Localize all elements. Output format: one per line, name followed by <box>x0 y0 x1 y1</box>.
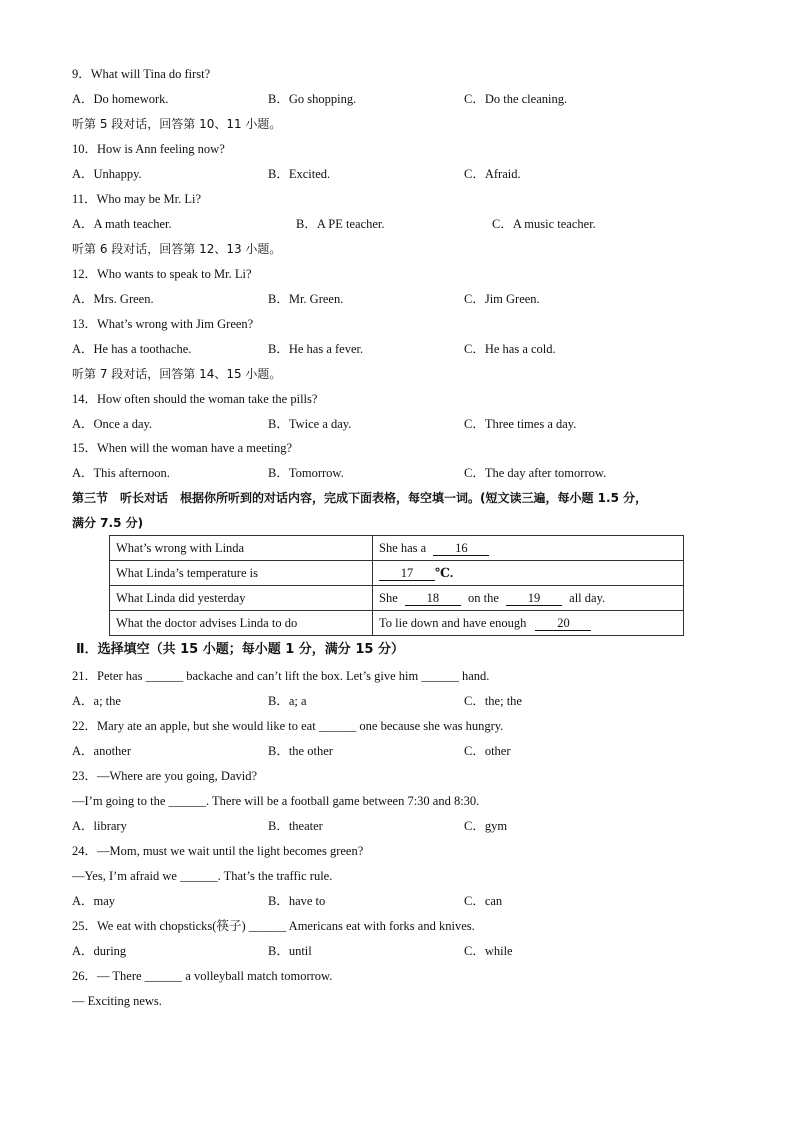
blank-20[interactable]: 20 <box>535 617 591 631</box>
q9-options <box>72 91 722 107</box>
q12-option-b[interactable]: B．Mr. Green. <box>268 292 344 306</box>
q25-option-a[interactable]: A．during <box>72 944 127 958</box>
q23-option-c[interactable]: C．gym <box>464 819 508 833</box>
q10-option-c[interactable]: C．Afraid. <box>464 167 521 181</box>
q12-options <box>72 291 722 307</box>
blank-17[interactable]: 17 <box>379 567 435 581</box>
answer-prefix: To lie down and have enough <box>379 615 527 630</box>
q13-options <box>72 341 722 357</box>
section-6-instruction: 听第 6 段对话，回答第 12、13 小题。 <box>72 242 282 256</box>
blank-19[interactable]: 19 <box>506 592 562 606</box>
q22-option-b[interactable]: B．the other <box>268 744 333 758</box>
q9-option-c[interactable]: C．Do the cleaning. <box>464 92 568 106</box>
q22-option-a[interactable]: A．another <box>72 744 132 758</box>
q12-stem: 12．Who wants to speak to Mr. Li? <box>72 267 252 281</box>
q23-stem: 23．—Where are you going, David? <box>72 769 258 783</box>
q24-stem: 24．—Mom, must we wait until the light becomes green? <box>72 844 364 858</box>
table-row <box>110 561 684 586</box>
q24-options <box>72 893 722 909</box>
q13-stem: 13．What’s wrong with Jim Green? <box>72 317 254 331</box>
q13-option-a[interactable]: A．He has a toothache. <box>72 342 192 356</box>
q14-options <box>72 416 722 432</box>
q24-option-b[interactable]: B．have to <box>268 894 326 908</box>
q26-reply: — Exciting news. <box>72 994 162 1008</box>
q21-options <box>72 693 722 709</box>
answer-prefix: She <box>379 590 398 605</box>
table-answer-cell <box>373 611 684 636</box>
q11-options <box>72 216 722 232</box>
q14-option-a[interactable]: A．Once a day. <box>72 417 153 431</box>
q26-stem: 26．— There ______ a volleyball match tomorrow. <box>72 969 333 983</box>
part2-title: Ⅱ．选择填空（共 15 小题；每小题 1 分，满分 15 分） <box>76 642 404 657</box>
q13-option-b[interactable]: B．He has a fever. <box>268 342 364 356</box>
q11-stem: 11．Who may be Mr. Li? <box>72 192 202 206</box>
q14-option-b[interactable]: B．Twice a day. <box>268 417 352 431</box>
answer-middle: on the <box>468 590 499 605</box>
q23-option-a[interactable]: A．library <box>72 819 127 833</box>
q25-stem: 25．We eat with chopsticks(筷子) ______ Americans eat with forks and knives. <box>72 919 475 933</box>
q12-option-c[interactable]: C．Jim Green. <box>464 292 540 306</box>
table-answer-cell <box>373 561 684 586</box>
q15-options <box>72 465 722 481</box>
q13-option-c[interactable]: C．He has a cold. <box>464 342 556 356</box>
answer-prefix: She has a <box>379 540 427 555</box>
q21-option-a[interactable]: A．a; the <box>72 694 121 708</box>
section-7-instruction: 听第 7 段对话，回答第 14、15 小题。 <box>72 367 282 381</box>
q14-stem: 14．How often should the woman take the pills? <box>72 392 318 406</box>
table-row <box>110 611 684 636</box>
q24-reply: —Yes, I’m afraid we ______. That’s the traffic rule. <box>72 869 333 883</box>
q21-option-c[interactable]: C．the; the <box>464 694 522 708</box>
table-question-cell: What’s wrong with Linda <box>110 536 373 561</box>
q22-stem: 22．Mary ate an apple, but she would like to eat ______ one because she was hungry. <box>72 719 504 733</box>
q24-option-a[interactable]: A．may <box>72 894 116 908</box>
q10-option-b[interactable]: B．Excited. <box>268 167 331 181</box>
q21-stem: 21．Peter has ______ backache and can’t lift the box. Let’s give him ______ hand. <box>72 669 490 683</box>
q9-option-a[interactable]: A．Do homework. <box>72 92 169 106</box>
q15-option-c[interactable]: C．The day after tomorrow. <box>464 466 607 480</box>
q25-option-c[interactable]: C．while <box>464 944 513 958</box>
q23-option-b[interactable]: B．theater <box>268 819 323 833</box>
q11-option-b[interactable]: B．A PE teacher. <box>296 217 385 231</box>
q24-option-c[interactable]: C．can <box>464 894 503 908</box>
part3-instruction-line1: 第三节 听长对话 根据你所听到的对话内容，完成下面表格，每空填一词。(短文读三遍，每小题 1.5 分， <box>72 491 648 505</box>
q10-stem: 10．How is Ann feeling now? <box>72 142 225 156</box>
q15-stem: 15．When will the woman have a meeting? <box>72 441 293 455</box>
blank-16[interactable]: 16 <box>433 542 489 556</box>
q9-stem: 9．What will Tina do first? <box>72 67 211 81</box>
table-question-cell: What Linda’s temperature is <box>110 561 373 586</box>
answer-suffix: all day. <box>569 590 606 605</box>
blank-18[interactable]: 18 <box>405 592 461 606</box>
table-row <box>110 536 684 561</box>
q11-option-a[interactable]: A．A math teacher. <box>72 217 172 231</box>
q25-options <box>72 943 722 959</box>
section-5-instruction: 听第 5 段对话，回答第 10、11 小题。 <box>72 117 282 131</box>
q22-option-c[interactable]: C．other <box>464 744 511 758</box>
q10-option-a[interactable]: A．Unhappy. <box>72 167 142 181</box>
q25-option-b[interactable]: B．until <box>268 944 312 958</box>
table-answer-cell <box>373 586 684 611</box>
q15-option-a[interactable]: A．This afternoon. <box>72 466 170 480</box>
q21-option-b[interactable]: B．a; a <box>268 694 307 708</box>
table-question-cell: What Linda did yesterday <box>110 586 373 611</box>
q9-option-b[interactable]: B．Go shopping. <box>268 92 357 106</box>
q15-option-b[interactable]: B．Tomorrow. <box>268 466 344 480</box>
table-question-cell: What the doctor advises Linda to do <box>110 611 373 636</box>
part3-instruction-line2: 满分 7.5 分) <box>72 516 144 530</box>
q23-reply: —I’m going to the ______. There will be a football game between 7:30 and 8:30. <box>72 794 480 808</box>
table-row <box>110 586 684 611</box>
q23-options <box>72 818 722 834</box>
listening-table <box>109 535 684 636</box>
q10-options <box>72 166 722 182</box>
q12-option-a[interactable]: A．Mrs. Green. <box>72 292 154 306</box>
table-answer-cell <box>373 536 684 561</box>
q11-option-c[interactable]: C．A music teacher. <box>492 217 596 231</box>
q14-option-c[interactable]: C．Three times a day. <box>464 417 577 431</box>
q22-options <box>72 743 722 759</box>
answer-suffix: ℃. <box>435 566 454 580</box>
